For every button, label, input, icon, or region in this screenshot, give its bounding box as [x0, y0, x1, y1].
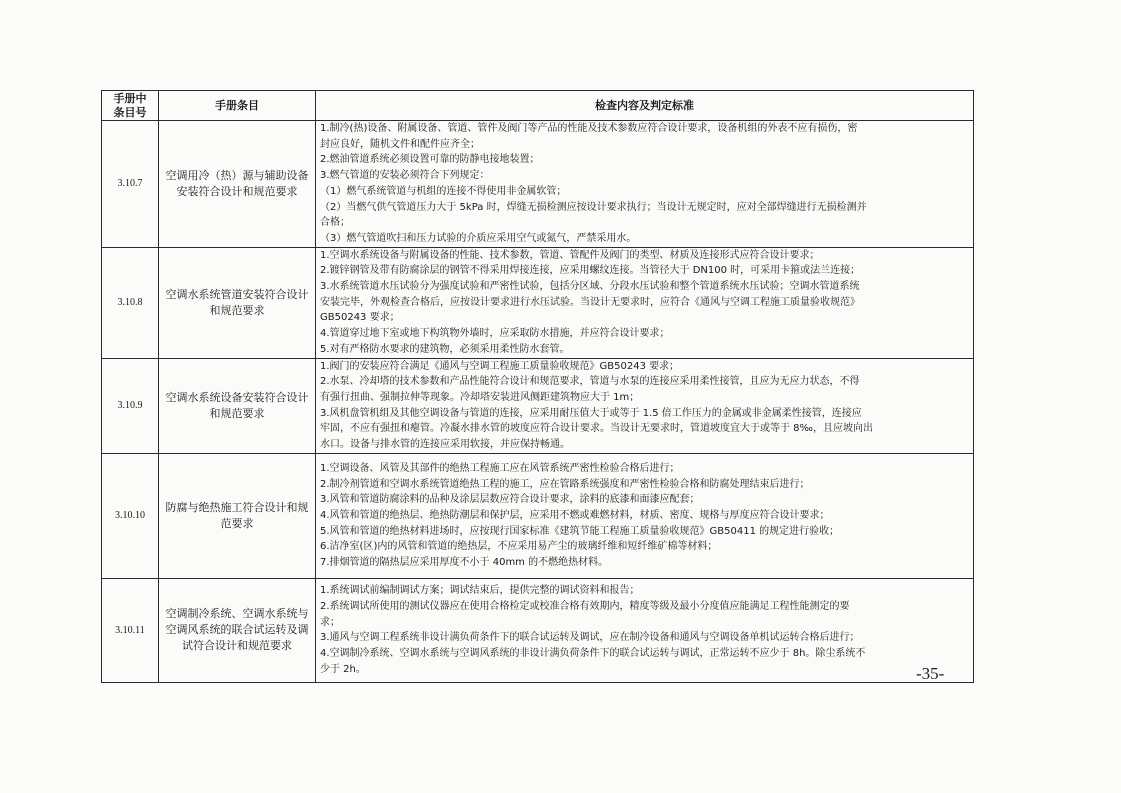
criteria-line: 2.制冷剂管道和空调水系统管道绝热工程的施工，应在管路系统强度和严密性检验合格和防腐处理结束后进行；	[320, 478, 810, 490]
criteria-line: 3.风管和管道防腐涂料的品种及涂层层数应符合设计要求，涂料的底漆和面漆应配套；	[320, 494, 700, 506]
header-criteria: 检查内容及判定标准	[316, 91, 974, 121]
criteria-line: 4.空调制冷系统、空调水系统与空调风系统的非设计满负荷条件下的联合试运转与调试，正常运转不应少于 8h。除尘系统不	[320, 647, 866, 659]
criteria-line: 少于 2h。	[320, 663, 366, 675]
table-header-row	[102, 91, 974, 121]
item-number: 3.10.8	[102, 247, 159, 358]
table-body	[102, 121, 974, 683]
criteria-line: 3.水系统管道水压试验分为强度试验和严密性试验，包括分区域、分段水压试验和整个管道系统水压试验；空调水管道系统	[320, 281, 860, 293]
item-title: 空调水系统设备安装符合设计和规范要求	[159, 358, 316, 453]
criteria-line: 封应良好，随机文件和配件应齐全；	[320, 138, 480, 150]
criteria-line: 4.风管和管道的绝热层、绝热防潮层和保护层，应采用不燃或难燃材料，材质、密度、规格与厚度应符合设计要求；	[320, 509, 830, 521]
criteria-line: 5.风管和管道的绝热材料进场时，应按现行国家标准《建筑节能工程施工质量验收规范》GB50411 的规定进行验收；	[320, 525, 840, 537]
table-row	[102, 358, 974, 453]
item-title: 空调制冷系统、空调水系统与空调风系统的联合试运转及调试符合设计和规范要求	[159, 578, 316, 682]
item-number: 3.10.9	[102, 358, 159, 453]
criteria-line: 3.通风与空调工程系统非设计满负荷条件下的联合试运转及调试，应在制冷设备和通风与空调设备单机试运转合格后进行；	[320, 632, 860, 644]
inspection-table	[101, 90, 974, 683]
criteria-cell	[316, 358, 974, 453]
table-row	[102, 453, 974, 578]
item-title: 空调水系统管道安装符合设计和规范要求	[159, 247, 316, 358]
table-row	[102, 578, 974, 682]
criteria-line: 1.空调水系统设备与附属设备的性能、技术参数，管道、管配件及阀门的类型、材质及连接形式应符合设计要求；	[320, 249, 820, 261]
page-number: -35-	[916, 664, 945, 683]
item-number: 3.10.11	[102, 578, 159, 682]
header-item-title: 手册条目	[159, 91, 316, 121]
criteria-line: 2.镀锌钢管及带有防腐涂层的钢管不得采用焊接连接，应采用螺纹连接。当管径大于 DN100 时，可采用卡箍或法兰连接；	[320, 265, 861, 277]
criteria-line: 安装完毕，外观检查合格后，应按设计要求进行水压试验。当设计无要求时，应符合《通风与空调工程施工质量验收规范》	[320, 296, 860, 308]
criteria-line: 7.排烟管道的隔热层应采用厚度不小于 40mm 的不燃绝热材料。	[320, 557, 609, 569]
item-number: 3.10.7	[102, 121, 159, 248]
criteria-line: GB50243 要求；	[320, 312, 400, 324]
criteria-line: 2.水泵、冷却塔的技术参数和产品性能符合设计和规范要求，管道与水泵的连接应采用柔性接管，且应为无应力状态，不得	[320, 376, 860, 388]
criteria-line: 4.管道穿过地下室或地下构筑物外墙时，应采取防水措施，并应符合设计要求；	[320, 328, 670, 340]
criteria-cell	[316, 453, 974, 578]
item-title: 防腐与绝热施工符合设计和规范要求	[159, 453, 316, 578]
criteria-line: 1.空调设备、风管及其部件的绝热工程施工应在风管系统严密性检验合格后进行；	[320, 462, 680, 474]
item-title: 空调用冷（热）源与辅助设备安装符合设计和规范要求	[159, 121, 316, 248]
table-row	[102, 121, 974, 248]
criteria-line: 2.系统调试所使用的测试仪器应在使用合格检定或校准合格有效期内，精度等级及最小分度值应能满足工程性能测定的要	[320, 600, 850, 612]
criteria-line: 3.燃气管道的安装必须符合下列规定：	[320, 170, 490, 182]
criteria-line: 3.风机盘管机组及其他空调设备与管道的连接，应采用耐压值大于或等于 1.5 倍工作压力的金属或非金属柔性接管，连接应	[320, 407, 862, 419]
criteria-cell	[316, 578, 974, 682]
criteria-line: 水口。设备与排水管的连接应采用软接，并应保持畅通。	[320, 439, 570, 451]
criteria-line: （3）燃气管道吹扫和压力试验的介质应采用空气或氮气，严禁采用水。	[320, 232, 637, 244]
criteria-line: 6.洁净室(区)内的风管和管道的绝热层，不应采用易产尘的玻璃纤维和短纤维矿棉等材料；	[320, 541, 718, 553]
criteria-line: 1.阀门的安装应符合满足《通风与空调工程施工质量验收规范》GB50243 要求；	[320, 360, 680, 372]
criteria-line: 合格；	[320, 217, 350, 229]
criteria-line: （1）燃气系统管道与机组的连接不得使用非金属软管；	[320, 185, 567, 197]
criteria-cell	[316, 247, 974, 358]
criteria-line: 有强行扭曲、强制拉伸等现象。冷却塔安装进风侧距建筑物应大于 1m；	[320, 391, 640, 403]
criteria-line: 牢固，不应有强扭和瘪管。冷凝水排水管的坡度应符合设计要求。当设计无要求时，管道坡度宜大于或等于 8‰，且应坡向出	[320, 423, 873, 435]
item-number: 3.10.10	[102, 453, 159, 578]
criteria-line: 1.系统调试前编制调试方案；调试结束后，提供完整的调试资料和报告；	[320, 585, 640, 597]
header-item-number: 手册中 条目号	[102, 91, 159, 121]
criteria-cell	[316, 121, 974, 248]
criteria-line: 求；	[320, 616, 340, 628]
criteria-line: 5.对有严格防水要求的建筑物，必须采用柔性防水套管。	[320, 343, 570, 355]
table-row	[102, 247, 974, 358]
criteria-line: 1.制冷(热)设备、附属设备、管道、管件及阀门等产品的性能及技术参数应符合设计要求，设备机组的外表不应有损伤，密	[320, 123, 858, 134]
criteria-line: （2）当燃气供气管道压力大于 5kPa 时，焊缝无损检测应按设计要求执行；当设计无规定时，应对全部焊缝进行无损检测并	[320, 201, 867, 213]
criteria-line: 2.燃油管道系统必须设置可靠的防静电接地装置；	[320, 154, 540, 166]
